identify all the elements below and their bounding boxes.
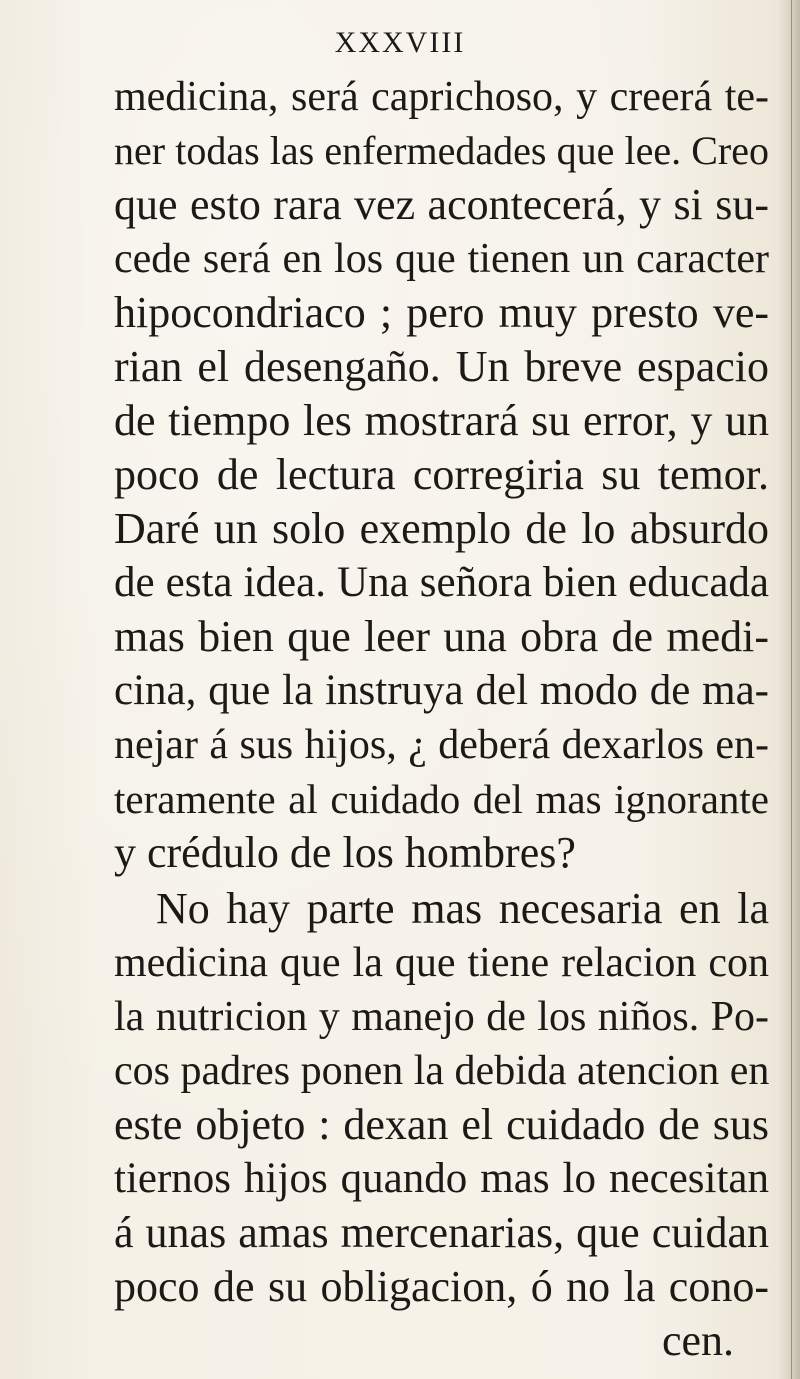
text-line: ner todas las enfermedades que lee. Creo (114, 128, 769, 173)
text-line: medicina, será caprichoso, y creerá te- (114, 74, 769, 120)
text-line: poco de su obligacion, ó no la cono- (114, 1262, 769, 1311)
text-line: este objeto : dexan el cuidado de sus (114, 1100, 769, 1149)
text-line: la nutricion y manejo de los niños. Po- (114, 994, 769, 1040)
text-line: Daré un solo exemplo de lo absurdo (114, 504, 769, 553)
page-edge-line (791, 0, 792, 1379)
text-line: cina, que la instruya del modo de ma- (114, 667, 769, 714)
text-line: de tiempo les mostrará su error, y un (114, 396, 769, 445)
text-line: á unas amas mercenarias, que cuidan (114, 1208, 769, 1257)
text-line: teramente al cuidado del mas ignorante (114, 776, 769, 822)
text-line: que esto rara vez acontecerá, y si su- (114, 180, 769, 229)
text-line: cos padres ponen la debida atencion en (114, 1048, 770, 1094)
text-line: mas bien que leer una obra de medi- (114, 612, 769, 661)
paragraph-end-line: y crédulo de los hombres? (114, 828, 576, 877)
text-line: hipocondriaco ; pero muy presto ve- (114, 288, 769, 337)
text-line: medicina que la que tiene relacion con (114, 940, 769, 986)
text-line: nejar á sus hijos, ¿ deberá dexarlos en- (114, 722, 769, 768)
page-edge-shadow (778, 0, 800, 1379)
text-line: tiernos hijos quando mas lo necesitan (114, 1155, 769, 1202)
paragraph-indent-line: No hay parte mas necesaria en la (156, 884, 769, 933)
text-line: poco de lectura corregiria su temor. (114, 450, 769, 499)
page-number: XXXVIII (334, 26, 466, 59)
text-line: de esta idea. Una señora bien educada (114, 559, 769, 606)
text-line: rian el desengaño. Un breve espacio (114, 342, 769, 391)
text-line: cede será en los que tienen un caracter (114, 236, 769, 282)
catchword: cen. (661, 1316, 734, 1365)
